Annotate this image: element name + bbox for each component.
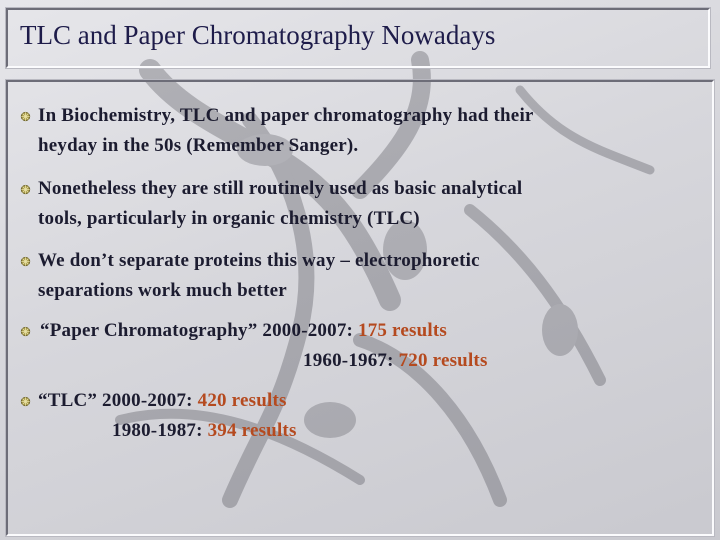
result-count: 720 results <box>398 350 488 371</box>
bullet-text-line: We don’t separate proteins this way – electrophoretic <box>38 250 480 271</box>
result-count: 175 results <box>358 320 447 341</box>
ornamental-bullet-icon <box>20 326 31 337</box>
bullet-text-line: In Biochemistry, TLC and paper chromatography had their <box>38 105 534 126</box>
bullet-text-line: Nonetheless they are still routinely used as basic analytical <box>38 178 523 199</box>
bullet-text-line <box>40 320 447 342</box>
year-range: 1980-1987: <box>112 420 208 441</box>
bullet-text-line: separations work much better <box>38 280 287 301</box>
query-label: “Paper Chromatography” 2000-2007: <box>40 320 358 341</box>
bullet-text-line <box>303 350 488 372</box>
bullet-text-line <box>112 420 297 442</box>
result-count: 420 results <box>197 390 287 411</box>
ornamental-bullet-icon <box>20 111 31 122</box>
ornamental-bullet-icon <box>20 256 31 267</box>
ornamental-bullet-icon <box>20 396 31 407</box>
bullet-text-line <box>38 390 287 412</box>
query-label: “TLC” 2000-2007: <box>38 390 198 411</box>
bullet-text-line: tools, particularly in organic chemistry (TLC) <box>38 208 420 229</box>
slide-title: TLC and Paper Chromatography Nowadays <box>20 20 496 50</box>
result-count: 394 results <box>207 420 297 441</box>
bullet-text-line: heyday in the 50s (Remember Sanger). <box>38 135 359 156</box>
ornamental-bullet-icon <box>20 184 31 195</box>
year-range: 1960-1967: <box>303 350 399 371</box>
